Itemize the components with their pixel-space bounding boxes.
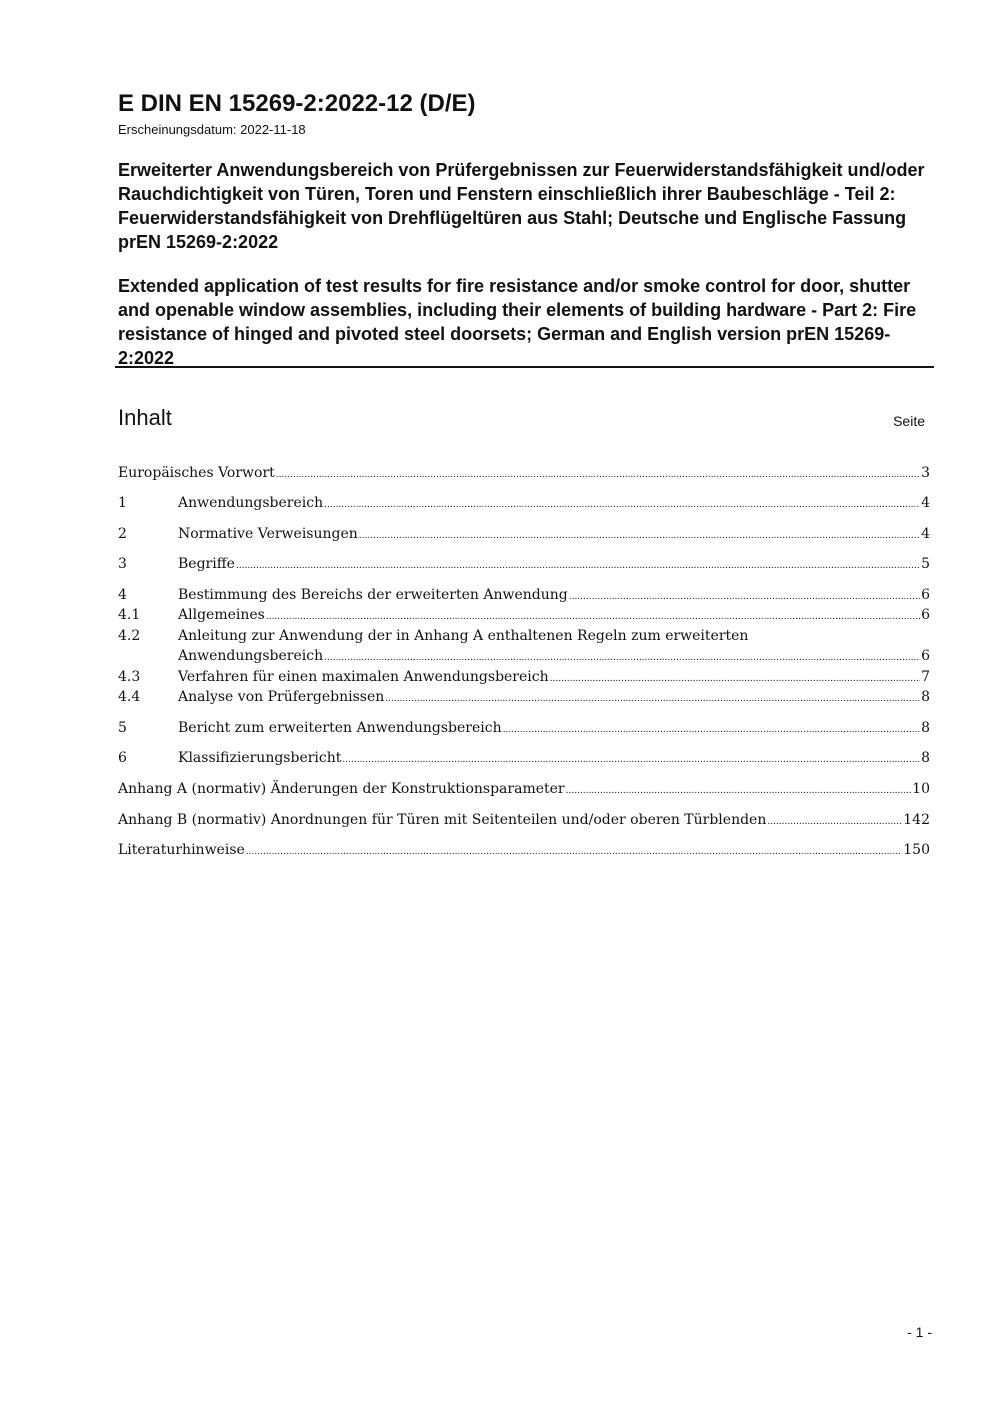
toc-entry-title: Begriffe: [178, 556, 235, 572]
toc-entry-number: 6: [118, 750, 127, 766]
toc-leader: [566, 781, 912, 801]
toc-entry-title: Anleitung zur Anwendung der in Anhang A enthaltenen Regeln zum erweiterten: [178, 628, 749, 644]
toc-entry-2[interactable]: [118, 524, 930, 544]
publication-date: Erscheinungsdatum: 2022-11-18: [118, 122, 306, 137]
toc-leader: [767, 812, 902, 832]
toc-entry-number: 4.1: [118, 607, 141, 623]
toc-entry-title: Analyse von Prüfergebnissen: [178, 689, 385, 705]
toc-leader: [246, 842, 902, 862]
toc-entry-page: 7: [921, 669, 930, 685]
toc-entry-title: Allgemeines: [178, 607, 265, 623]
toc-entry-page: 6: [921, 587, 930, 603]
toc-entry-title: Bericht zum erweiterten Anwendungsbereich: [178, 720, 502, 736]
toc-entry-page: 150: [903, 842, 930, 858]
toc-entry-title: Anwendungsbereich: [178, 495, 324, 511]
toc-entry-1[interactable]: [118, 493, 930, 513]
toc-entry-4-2-continuation[interactable]: [178, 646, 930, 666]
toc-leader: [503, 720, 920, 740]
toc-entry-title: Europäisches Vorwort: [118, 465, 275, 481]
toc-entry-number: 4.4: [118, 689, 141, 705]
toc-entry-6[interactable]: [118, 748, 930, 768]
toc-leader: [342, 750, 920, 770]
toc-entry-title: Verfahren für einen maximalen Anwendungsbereich: [178, 669, 549, 685]
toc-entry-title: Literaturhinweise: [118, 842, 245, 858]
toc-page-label: Seite: [893, 413, 925, 429]
toc-entry-number: 4: [118, 587, 127, 603]
toc-entry-bibliography[interactable]: [118, 840, 930, 860]
toc-entry-page: 10: [912, 781, 930, 797]
toc-entry-page: 4: [921, 526, 930, 542]
toc-entry-title: Klassifizierungsbericht: [178, 750, 342, 766]
toc-entry-number: 4.3: [118, 669, 141, 685]
document-id: E DIN EN 15269-2:2022-12 (D/E): [118, 90, 476, 117]
toc-entry-annex-a[interactable]: [118, 779, 930, 799]
toc-entry-number: 1: [118, 495, 127, 511]
toc-entry-title-continuation: Anwendungsbereich: [178, 648, 324, 664]
toc-entry-title: Anhang A (normativ) Änderungen der Konstruktionsparameter: [118, 781, 565, 797]
toc-entry-page: 5: [921, 556, 930, 572]
toc-entry-4[interactable]: [118, 585, 930, 605]
toc-entry-number: 4.2: [118, 628, 141, 644]
toc-leader: [324, 648, 920, 668]
toc-heading: Inhalt: [118, 405, 172, 430]
toc-leader: [385, 689, 920, 709]
toc-entry-title: Normative Verweisungen: [178, 526, 358, 542]
toc-leader: [359, 526, 920, 546]
toc-leader: [276, 465, 920, 485]
toc-entry-page: 3: [921, 465, 930, 481]
toc-entry-page: 8: [921, 689, 930, 705]
title-english: Extended application of test results for fire resistance and/or smoke control for door, shutter and openable window assemblies, including their elements of building hardware - Part 2: Fire resistance of hinged and pivoted steel doorsets; German and English version prEN 15269-2:2022: [118, 276, 917, 368]
toc-entry-number: 3: [118, 556, 127, 572]
toc-entry-5[interactable]: [118, 718, 930, 738]
toc-entry-title: Bestimmung des Bereichs der erweiterten Anwendung: [178, 587, 568, 603]
toc-entry-page: 142: [903, 812, 930, 828]
toc-entry-4-4[interactable]: [118, 687, 930, 707]
title-divider: [115, 366, 934, 368]
page-number: - 1 -: [907, 1324, 932, 1340]
toc-entry-3[interactable]: [118, 554, 930, 574]
toc-entry-4-1[interactable]: [118, 605, 930, 625]
toc-entry-page: 6: [921, 607, 930, 623]
toc-entry-page: 8: [921, 720, 930, 736]
toc-leader: [266, 607, 920, 627]
toc-entry-number: 5: [118, 720, 127, 736]
toc-entry-page: 8: [921, 750, 930, 766]
toc-entry-page: 4: [921, 495, 930, 511]
toc-entry-page: 6: [921, 648, 930, 664]
toc-leader: [550, 669, 920, 689]
toc-leader: [324, 495, 920, 515]
toc-entry-number: 2: [118, 526, 127, 542]
toc-entry-4-2[interactable]: [118, 626, 930, 646]
toc-entry-title: Anhang B (normativ) Anordnungen für Türen mit Seitenteilen und/oder oberen Türblenden: [118, 812, 767, 828]
toc-entry-4-3[interactable]: [118, 667, 930, 687]
toc-entry-annex-b[interactable]: [118, 810, 930, 830]
toc-leader: [569, 587, 920, 607]
toc-entry-foreword[interactable]: [118, 463, 930, 483]
title-german: Erweiterter Anwendungsbereich von Prüfergebnissen zur Feuerwiderstandsfähigkeit und/oder Rauchdichtigkeit von Türen, Toren und Fenstern einschließlich ihrer Baubeschläge - Teil 2: Feuerwiderstandsfähigkeit von Drehflügeltüren aus Stahl; Deutsche und Englische Fassung prEN 15269-2:2022: [118, 160, 925, 252]
toc-leader: [236, 556, 920, 576]
